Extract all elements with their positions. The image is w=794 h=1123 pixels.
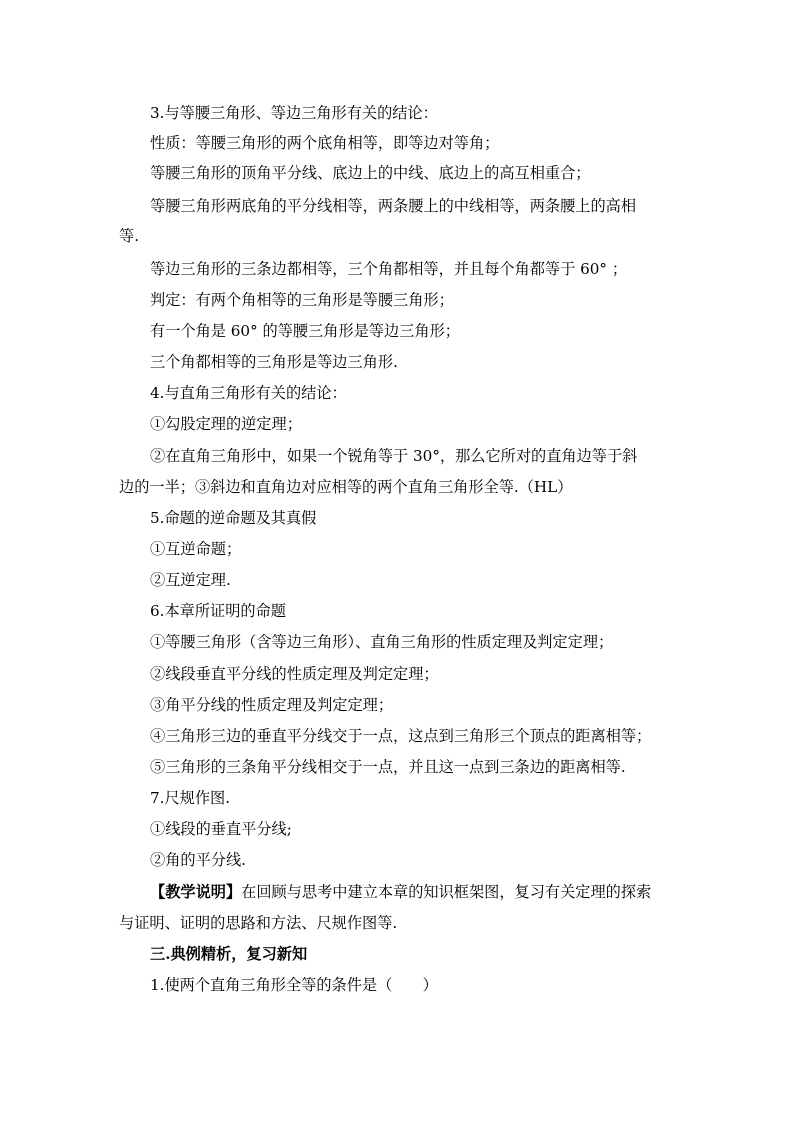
text-line: ①互逆命题； [150, 540, 242, 558]
text-line: ②在直角三角形中，如果一个锐角等于 30°，那么它所对的直角边等于斜 [150, 447, 638, 465]
text-line: 性质：等腰三角形的两个底角相等，即等边对等角； [150, 134, 500, 152]
text-line: 等腰三角形的顶角平分线、底边上的中线、底边上的高互相重合； [150, 164, 591, 182]
part-3-heading: 三.典例精析，复习新知 [150, 945, 308, 963]
teaching-note-text: 在回顾与思考中建立本章的知识框架图，复习有关定理的探索 [241, 883, 652, 901]
section-6-heading: 6.本章所证明的命题 [150, 602, 286, 620]
section-3-heading: 3.与等腰三角形、等边三角形有关的结论： [150, 104, 438, 122]
text-line: 有一个角是 60° 的等腰三角形是等边三角形； [150, 322, 460, 340]
text-line: 边的一半；③斜边和直角边对应相等的两个直角三角形全等.（HL） [119, 478, 573, 496]
text-line: 与证明、证明的思路和方法、尺规作图等. [119, 914, 398, 932]
teaching-note [150, 882, 680, 902]
section-7-heading: 7.尺规作图. [150, 789, 231, 807]
text-line: ②互逆定理. [150, 571, 231, 589]
text-line: ②线段垂直平分线的性质定理及判定定理； [150, 665, 439, 683]
text-line: ①勾股定理的逆定理； [150, 415, 302, 433]
teaching-note-label: 【教学说明】 [150, 883, 242, 901]
text-line: ①线段的垂直平分线; [150, 820, 292, 838]
question-1: 1.使两个直角三角形全等的条件是（ ） [150, 976, 438, 994]
text-line: 三个角都相等的三角形是等边三角形. [150, 353, 398, 371]
text-line: 判定：有两个角相等的三角形是等腰三角形； [150, 291, 454, 309]
text-line: ①等腰三角形（含等边三角形）、直角三角形的性质定理及判定定理； [150, 633, 614, 651]
text-line: ②角的平分线. [150, 851, 246, 869]
text-line: ④三角形三边的垂直平分线交于一点，这点到三角形三个顶点的距离相等； [150, 727, 652, 745]
text-line: ③角平分线的性质定理及判定定理； [150, 696, 393, 714]
text-line: ⑤三角形的三条角平分线相交于一点，并且这一点到三条边的距离相等. [150, 758, 626, 776]
section-5-heading: 5.命题的逆命题及其真假 [150, 509, 317, 527]
text-line: 等腰三角形两底角的平分线相等，两条腰上的中线相等，两条腰上的高相 [150, 197, 636, 215]
section-4-heading: 4.与直角三角形有关的结论： [150, 384, 347, 402]
text-line: 等边三角形的三条边都相等，三个角都相等，并且每个角都等于 60° ； [150, 260, 628, 278]
text-line: 等. [119, 227, 140, 245]
